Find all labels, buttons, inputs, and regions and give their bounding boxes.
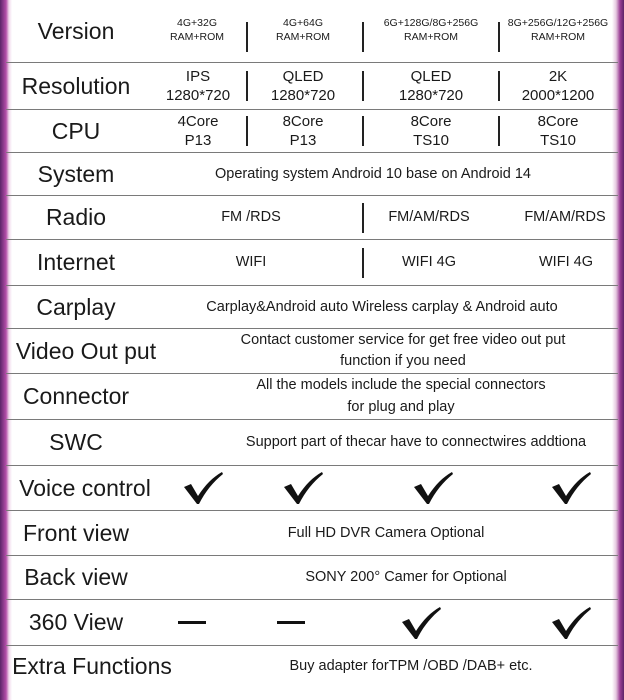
cell-text: WIFI [235, 254, 267, 271]
row-label: Radio [45, 204, 107, 230]
row-front-view [6, 511, 618, 556]
view360-mark-cell [540, 600, 602, 645]
extra-functions-text [266, 646, 556, 686]
row-back-view [6, 556, 618, 600]
row-label: Back view [24, 564, 128, 590]
row-version [6, 0, 618, 63]
radio-cell [364, 196, 494, 239]
row-label: Carplay [36, 293, 116, 320]
cell-line1: QLED [410, 67, 452, 85]
row-label: 360 View [28, 609, 124, 635]
cell-line2: 1280*720 [165, 87, 231, 104]
radio-cell [500, 196, 624, 239]
row-connector [6, 374, 618, 420]
voice-mark-cell [172, 466, 234, 510]
cell-line1: IPS [185, 67, 211, 85]
cell-text: SONY 200° Camer for Optional [305, 569, 507, 586]
cell-line1: 8Core [410, 112, 452, 130]
cell-text: Operating system Android 10 base on Android 14 [215, 165, 531, 182]
cell-line2: TS10 [413, 132, 449, 149]
row-label: CPU [51, 117, 101, 144]
row-cpu [6, 110, 618, 153]
check-icon [282, 471, 324, 505]
connector-text [176, 374, 624, 419]
row-resolution [6, 63, 618, 110]
version-cell [250, 0, 356, 62]
cell-line1: 8Core [537, 112, 579, 130]
row-carplay [6, 286, 618, 329]
cell-line2: RAM+ROM [531, 31, 585, 43]
cell-line1: 4G+32G [177, 17, 217, 30]
cell-line2: RAM+ROM [404, 31, 458, 43]
resolution-cell [364, 63, 498, 109]
cell-text: WIFI 4G [539, 254, 593, 271]
row-label: Version [37, 17, 115, 44]
row-label: Video Out put [15, 337, 157, 364]
swc-text [206, 420, 624, 465]
cell-line2: 1280*720 [270, 87, 336, 104]
row-video-out [6, 329, 618, 374]
resolution-cell [250, 63, 356, 109]
system-text [128, 153, 618, 195]
cell-text: Buy adapter forTPM /OBD /DAB+ etc. [289, 657, 533, 674]
cell-line2: P13 [184, 132, 212, 149]
cell-line1: All the models include the special connectors [256, 377, 546, 394]
carplay-text [146, 286, 618, 328]
row-label: Voice control [19, 474, 151, 501]
view360-mark-cell [161, 600, 223, 645]
cell-line2: function if you need [340, 353, 466, 369]
internet-cell [364, 240, 494, 285]
column-separator [246, 71, 248, 101]
cell-text: FM /RDS [221, 209, 281, 226]
view360-mark-cell [260, 600, 322, 645]
row-360-view [6, 600, 618, 646]
cpu-cell [250, 110, 356, 152]
cell-text: Support part of thecar have to connectwires addtiona [245, 434, 587, 451]
cell-line2: 2000*1200 [521, 87, 595, 104]
view360-mark-cell [390, 600, 452, 645]
cell-text: Carplay&Android auto Wireless carplay & Android auto [206, 298, 558, 315]
spec-table [6, 0, 618, 700]
version-cell [500, 0, 616, 62]
row-swc [6, 420, 618, 466]
version-cell [364, 0, 498, 62]
back-view-text [276, 556, 536, 599]
cell-line1: 6G+128G/8G+256G [383, 17, 479, 30]
cpu-cell [500, 110, 616, 152]
row-system [6, 153, 618, 196]
dash-icon [178, 621, 206, 624]
cell-line1: QLED [282, 67, 324, 85]
column-separator [246, 22, 248, 52]
row-voice-control [6, 466, 618, 511]
cell-text: FM/AM/RDS [388, 209, 470, 226]
cell-line1: Contact customer service for get free video out put [240, 331, 566, 348]
cell-line2: for plug and play [347, 398, 455, 415]
cell-line2: TS10 [540, 132, 576, 149]
front-view-text [246, 511, 526, 555]
cpu-cell [142, 110, 254, 152]
cell-line2: P13 [289, 132, 317, 149]
version-cell [146, 0, 248, 62]
resolution-cell [142, 63, 254, 109]
row-label: Internet [37, 249, 115, 275]
radio-cell [146, 196, 356, 239]
video-out-text [194, 329, 612, 373]
row-extra-functions [6, 646, 618, 686]
check-icon [550, 606, 592, 640]
check-icon [550, 471, 592, 505]
cell-text: Full HD DVR Camera Optional [287, 524, 485, 541]
cell-line1: 4Core [177, 112, 219, 130]
dash-icon [277, 621, 305, 624]
internet-cell [500, 240, 624, 285]
cell-line1: 8G+256G/12G+256G [507, 17, 609, 30]
row-label: Resolution [21, 72, 131, 99]
voice-mark-cell [402, 466, 464, 510]
cell-text: WIFI 4G [402, 254, 456, 271]
resolution-cell [500, 63, 616, 109]
row-label: Connector [22, 383, 130, 409]
cell-line2: RAM+ROM [170, 31, 224, 43]
check-icon [400, 606, 442, 640]
row-label: SWC [49, 429, 103, 455]
check-icon [182, 471, 224, 505]
row-label: Front view [22, 519, 130, 546]
cell-line2: 1280*720 [398, 87, 464, 104]
voice-mark-cell [272, 466, 334, 510]
row-internet [6, 240, 618, 286]
cell-line1: 2K [548, 67, 568, 85]
row-label: System [37, 160, 115, 187]
check-icon [412, 471, 454, 505]
row-radio [6, 196, 618, 240]
cell-line2: RAM+ROM [276, 31, 330, 43]
column-separator [246, 116, 248, 146]
cell-text: FM/AM/RDS [524, 209, 606, 226]
voice-mark-cell [540, 466, 602, 510]
internet-cell [146, 240, 356, 285]
cell-line1: 8Core [282, 112, 324, 130]
cpu-cell [364, 110, 498, 152]
row-label: Extra Functions [12, 652, 172, 679]
cell-line1: 4G+64G [283, 17, 323, 30]
